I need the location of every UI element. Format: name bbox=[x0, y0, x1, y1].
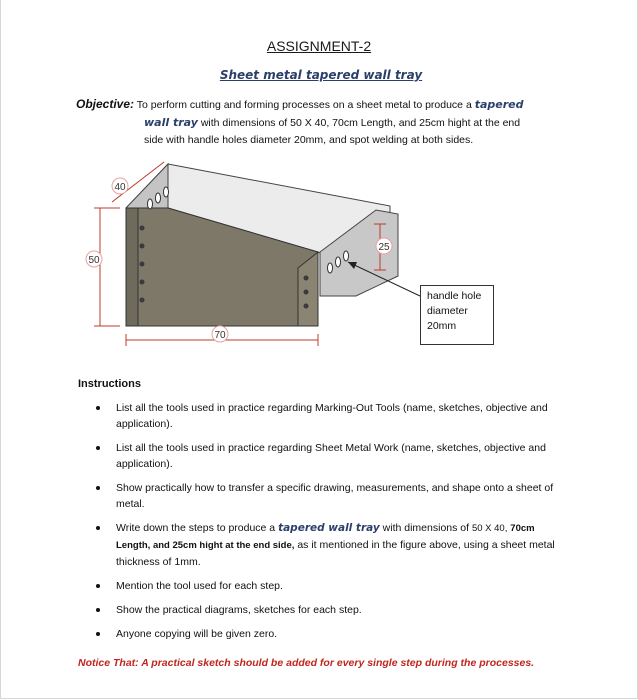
objective-text-before: To perform cutting and forming processes on a sheet metal to produce a bbox=[136, 99, 472, 111]
tray-left-end-face bbox=[126, 208, 138, 326]
dim-50: 50 bbox=[88, 255, 100, 266]
objective-line-3: side with handle holes diameter 20mm, and spot welding at both sides. bbox=[144, 134, 474, 146]
list-item: List all the tools used in practice regarding Sheet Metal Work (name, sketches, objective and application). bbox=[96, 440, 566, 472]
list-item: Write down the steps to produce a tapered wall tray with dimensions of 50 X 40, 70cm Length, and 25cm hight at the end side, as it mentioned in the figure above, using a sheet metal thickness of 1mm. bbox=[96, 520, 566, 570]
objective-paragraph: Objective: To perform cutting and forming processes on a sheet metal to produce a tapered wall tray with dimensions of 50 X 40, 70cm Length, and 25cm hight at the end side with handle holes diameter 20mm, and spot welding at both sides. bbox=[76, 96, 576, 149]
objective-highlight-wall-tray: wall tray bbox=[144, 116, 198, 129]
assignment-subtitle: Sheet metal tapered wall tray bbox=[219, 68, 423, 82]
instructions-heading: Instructions bbox=[78, 378, 141, 390]
dim-25: 25 bbox=[378, 242, 390, 253]
instructions-list bbox=[96, 400, 566, 650]
objective-line-2: wall tray with dimensions of 50 X 40, 70cm Length, and 25cm hight at the end bbox=[144, 116, 521, 129]
notice-text: Notice That: A practical sketch should be added for every single step during the processes. bbox=[78, 657, 535, 669]
list-item: Show practically how to transfer a specific drawing, measurements, and shape onto a sheet of metal. bbox=[96, 480, 566, 512]
assignment-title: ASSIGNMENT-2 bbox=[266, 38, 372, 54]
list-item: List all the tools used in practice regarding Marking-Out Tools (name, sketches, objective and application). bbox=[96, 400, 566, 432]
list-item: Show the practical diagrams, sketches for each step. bbox=[96, 602, 566, 618]
objective-highlight-tapered: tapered bbox=[474, 98, 524, 111]
list-item: Mention the tool used for each step. bbox=[96, 578, 566, 594]
list-item: Anyone copying will be given zero. bbox=[96, 626, 566, 642]
dim-70: 70 bbox=[214, 330, 226, 341]
dim-40: 40 bbox=[114, 182, 126, 193]
handle-hole-callout: handle hole diameter 20mm bbox=[420, 285, 494, 345]
objective-label: Objective bbox=[76, 97, 131, 111]
